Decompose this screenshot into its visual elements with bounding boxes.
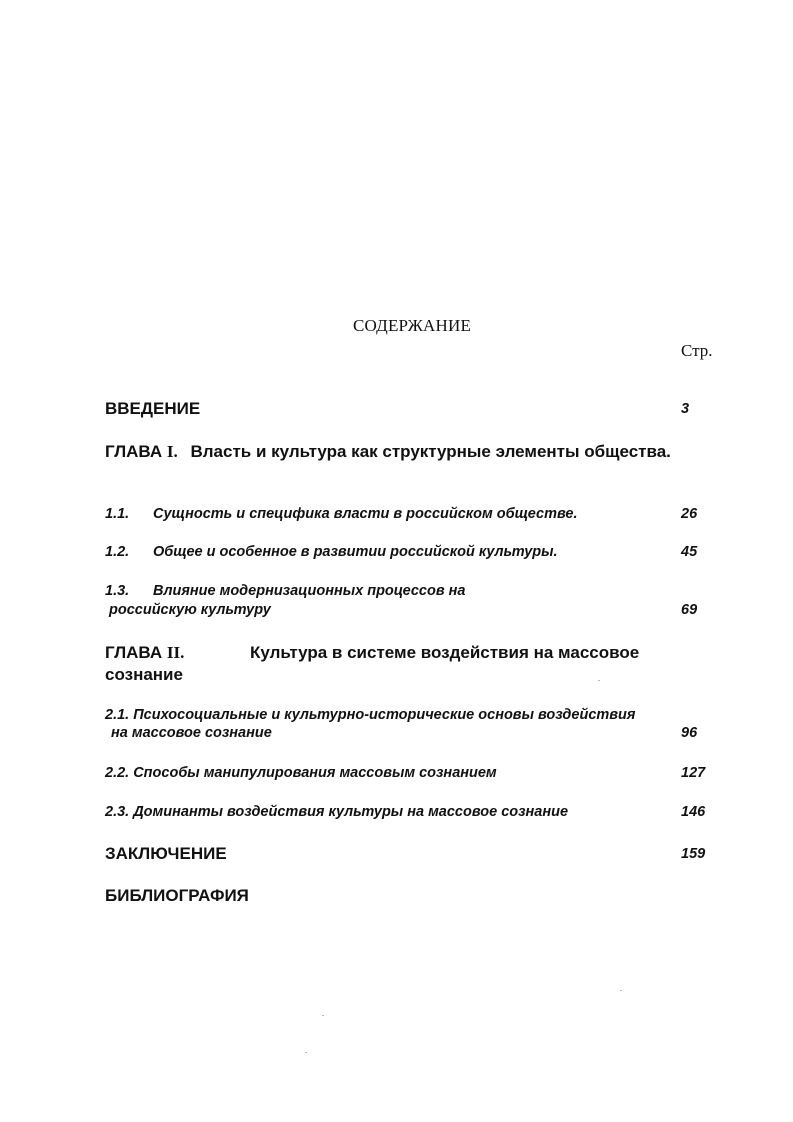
section-title: 2.3. Доминанты воздействия культуры на массовое сознание xyxy=(105,804,569,820)
chapter-2-heading xyxy=(105,643,184,663)
scan-speck xyxy=(305,1052,307,1053)
section-title: 2.2. Способы манипулирования массовым сознанием xyxy=(105,765,497,781)
chapter-2-title-line2: сознание xyxy=(105,665,183,684)
section-page: 127 xyxy=(681,765,706,781)
page-column-label: Стр. xyxy=(681,341,713,360)
chapter-2-prefix: ГЛАВА xyxy=(105,643,163,662)
section-number: 1.3. xyxy=(105,583,130,599)
conclusion-page: 159 xyxy=(681,846,706,862)
section-page: 96 xyxy=(681,725,698,741)
bibliography-label: БИБЛИОГРАФИЯ xyxy=(105,886,249,905)
section-number: 1.2. xyxy=(105,544,130,560)
section-title: Общее и особенное в развитии российской культуры. xyxy=(153,544,558,560)
section-title-line1: Влияние модернизационных процессов на xyxy=(153,583,466,599)
page-title: СОДЕРЖАНИЕ xyxy=(353,316,472,335)
chapter-2-roman: II. xyxy=(166,643,185,662)
chapter-1-prefix: ГЛАВА xyxy=(105,442,163,461)
section-title: Сущность и специфика власти в российском обществе. xyxy=(153,506,578,522)
section-page: 45 xyxy=(681,544,698,560)
chapter-1-roman: I. xyxy=(166,442,178,461)
chapter-1-title: Власть и культура как структурные элементы общества. xyxy=(190,442,671,461)
chapter-1-heading xyxy=(105,442,671,462)
chapter-2-title-line1: Культура в системе воздействия на массовое xyxy=(250,643,640,662)
section-page: 146 xyxy=(681,804,706,820)
section-number: 1.1. xyxy=(105,506,130,522)
intro-page: 3 xyxy=(681,401,690,417)
section-page: 69 xyxy=(681,602,698,618)
section-title-line1: 2.1. Психосоциальные и культурно-исторические основы воздействия xyxy=(105,707,636,723)
scan-speck xyxy=(620,990,622,991)
section-title-line2: российскую культуру xyxy=(109,602,271,618)
section-title-line2: на массовое сознание xyxy=(111,725,272,741)
intro-label: ВВЕДЕНИЕ xyxy=(105,399,201,418)
conclusion-label: ЗАКЛЮЧЕНИЕ xyxy=(105,844,227,863)
scan-speck xyxy=(322,1015,324,1016)
scan-speck xyxy=(598,680,600,681)
section-page: 26 xyxy=(681,506,698,522)
